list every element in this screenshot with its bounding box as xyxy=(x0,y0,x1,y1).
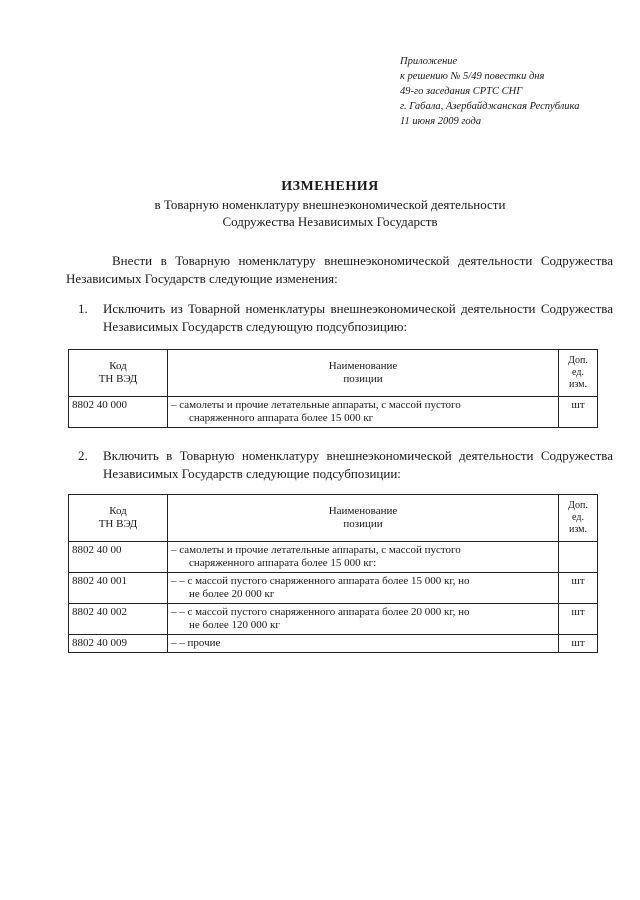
desc-line: – самолеты и прочие летательные аппараты, с массой пустого xyxy=(171,544,461,556)
table-row xyxy=(69,635,598,653)
exclusion-table xyxy=(68,349,598,428)
cell-description xyxy=(168,397,559,428)
header-code-line: Код xyxy=(109,505,127,517)
desc-line: – – с массой пустого снаряженного аппарата более 20 000 кг, но xyxy=(171,606,470,618)
header-name-line: позиции xyxy=(343,518,383,530)
desc-line: не более 20 000 кг xyxy=(189,588,275,600)
header-code-line: Код xyxy=(109,360,127,372)
desc-line: снаряженного аппарата более 15 000 кг: xyxy=(189,557,377,569)
cell-code: 8802 40 00 xyxy=(69,542,168,573)
header-code xyxy=(69,350,168,397)
header-unit-line: ед. xyxy=(572,512,584,523)
desc-line: не более 120 000 кг xyxy=(189,619,280,631)
table-row xyxy=(69,604,598,635)
appendix-line: 11 июня 2009 года xyxy=(400,116,482,127)
desc-line: – – с массой пустого снаряженного аппарата более 15 000 кг, но xyxy=(171,575,470,587)
header-name xyxy=(168,350,559,397)
section-number: 2. xyxy=(78,448,88,463)
section-number: 1. xyxy=(78,301,88,316)
cell-description xyxy=(168,635,559,653)
subtitle-line: Содружества Независимых Государств xyxy=(222,214,438,229)
header-code-line: ТН ВЭД xyxy=(98,518,138,530)
cell-description xyxy=(168,604,559,635)
table-header-row xyxy=(69,350,598,397)
header-unit-line: Доп. xyxy=(568,355,588,366)
cell-unit: шт xyxy=(559,635,598,653)
header-unit xyxy=(559,495,598,542)
section-text: Исключить из Товарной номенклатуры внешнеэкономической деятельности Содружества Независимых Государств следующую подсубпозицию: xyxy=(103,301,613,334)
section-1 xyxy=(78,300,613,336)
cell-description xyxy=(168,573,559,604)
header-unit xyxy=(559,350,598,397)
header-name-line: Наименование xyxy=(328,360,398,372)
header-unit-line: изм. xyxy=(569,524,587,535)
desc-line: – самолеты и прочие летательные аппараты, с массой пустого xyxy=(171,399,461,411)
intro-paragraph xyxy=(66,252,613,288)
header-name-line: позиции xyxy=(343,373,383,385)
header-name xyxy=(168,495,559,542)
header-name-line: Наименование xyxy=(328,505,398,517)
appendix-line: г. Габала, Азербайджанская Республика xyxy=(400,101,580,112)
cell-unit: шт xyxy=(559,573,598,604)
inclusion-table xyxy=(68,494,598,653)
cell-description xyxy=(168,542,559,573)
appendix-line: к решению № 5/49 повестки дня xyxy=(400,71,545,82)
cell-code: 8802 40 009 xyxy=(69,635,168,653)
cell-unit: шт xyxy=(559,604,598,635)
header-unit-line: ед. xyxy=(572,367,584,378)
header-code xyxy=(69,495,168,542)
table-row xyxy=(69,573,598,604)
document-title: ИЗМЕНЕНИЯ xyxy=(281,179,379,194)
table-row xyxy=(69,542,598,573)
cell-unit: шт xyxy=(559,397,598,428)
title-block xyxy=(60,178,600,230)
appendix-line: Приложение xyxy=(400,56,458,67)
cell-code: 8802 40 000 xyxy=(69,397,168,428)
appendix-line: 49-го заседания СРТС СНГ xyxy=(400,86,523,97)
section-text: Включить в Товарную номенклатуру внешнеэкономической деятельности Содружества Независимых Государств следующие подсубпозиции: xyxy=(103,448,613,481)
desc-line: снаряженного аппарата более 15 000 кг xyxy=(189,412,374,424)
section-2 xyxy=(78,447,613,483)
subtitle-line: в Товарную номенклатуру внешнеэкономической деятельности xyxy=(154,197,506,212)
table-header-row xyxy=(69,495,598,542)
intro-text: Внести в Товарную номенклатуру внешнеэкономической деятельности Содружества Независимых Государств следующие изменения: xyxy=(66,253,613,286)
header-unit-line: Доп. xyxy=(568,500,588,511)
cell-unit xyxy=(559,542,598,573)
header-unit-line: изм. xyxy=(569,379,587,390)
table-row xyxy=(69,397,598,428)
cell-code: 8802 40 002 xyxy=(69,604,168,635)
appendix-block xyxy=(400,54,636,129)
header-code-line: ТН ВЭД xyxy=(98,373,138,385)
desc-line: – – прочие xyxy=(171,637,221,649)
cell-code: 8802 40 001 xyxy=(69,573,168,604)
